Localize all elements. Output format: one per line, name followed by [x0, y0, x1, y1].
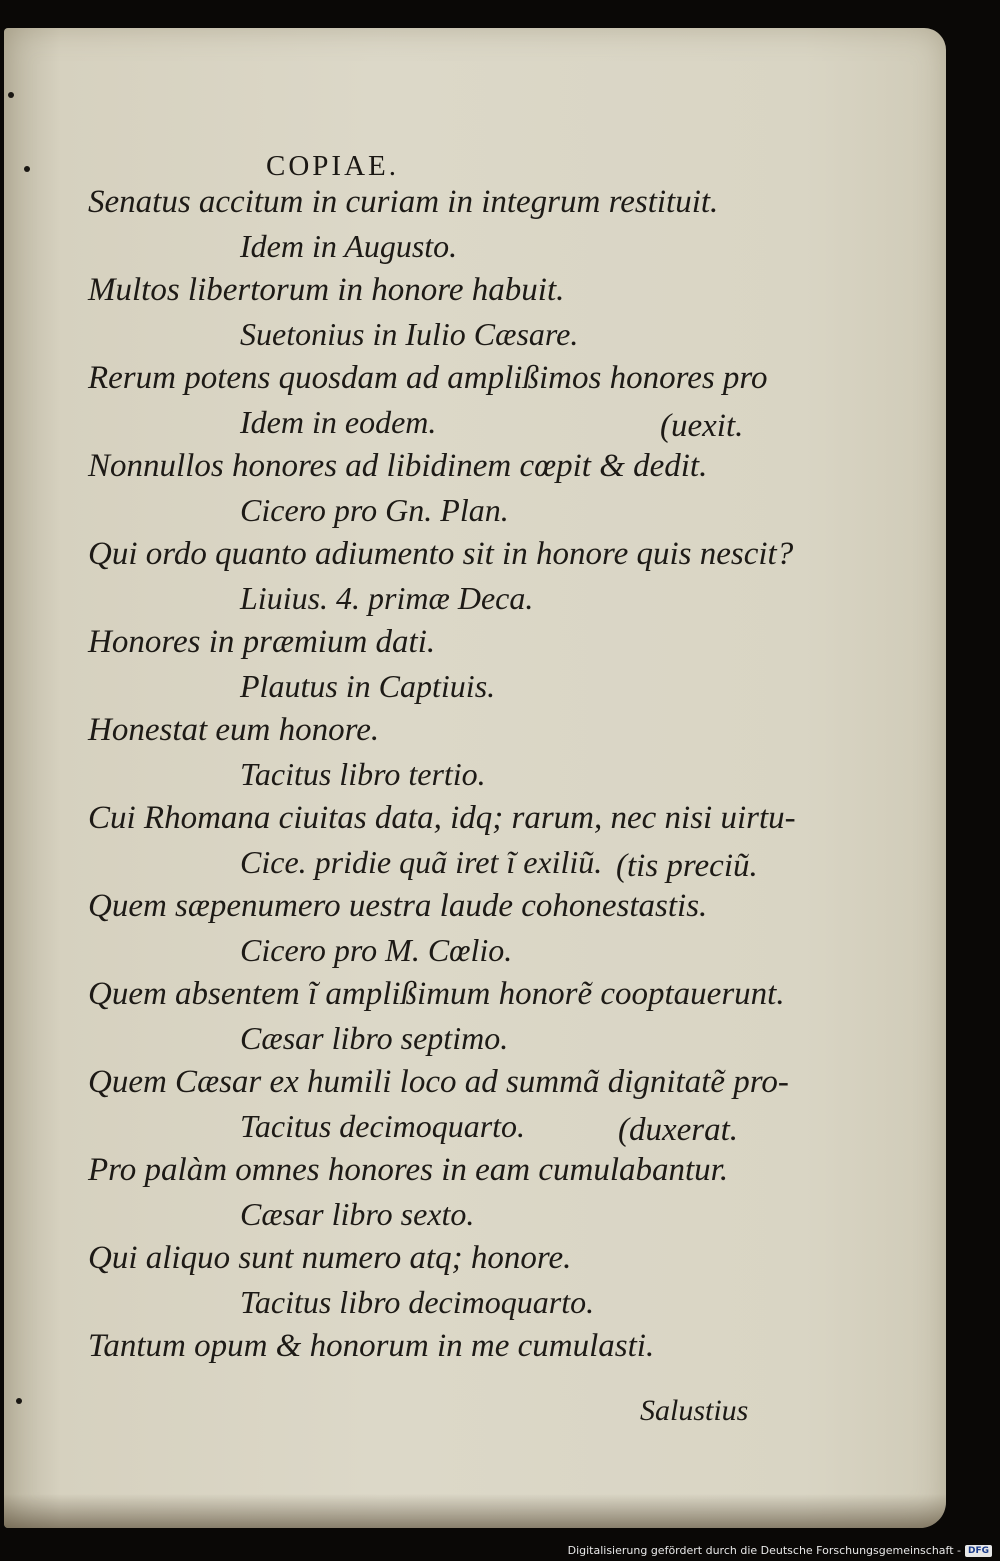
text-line: Qui ordo quanto adiumento sit in honore quis nescit?: [88, 536, 794, 572]
citation-line: Cicero pro Gn. Plan.: [240, 492, 509, 528]
citation-line: Cicero pro M. Cœlio.: [240, 932, 513, 968]
citation-line: Liuius. 4. primæ Deca.: [240, 580, 534, 616]
margin-mark: [8, 92, 14, 98]
text-line: Multos libertorum in honore habuit.: [88, 272, 565, 308]
citation-line: Plautus in Captiuis.: [240, 668, 496, 704]
margin-mark: [24, 166, 30, 172]
text-line: Quem absentem ĩ amplißimum honorẽ cooptauerunt.: [88, 976, 785, 1012]
citation-line: Tacitus libro decimoquarto.: [240, 1284, 595, 1320]
text-line: Honestat eum honore.: [88, 712, 380, 748]
citation-line: Cice. pridie quã iret ĩ exiliũ.: [240, 844, 603, 880]
dfg-logo: DFG: [965, 1545, 992, 1557]
book-page: [4, 28, 946, 1528]
running-head: COPIAE.: [266, 150, 399, 182]
citation-line: Idem in eodem.: [240, 404, 437, 440]
citation-line: Idem in Augusto.: [240, 228, 458, 264]
digitization-credit: [568, 1544, 992, 1557]
catchword: Salustius: [640, 1394, 749, 1427]
text-line: Senatus accitum in curiam in integrum restituit.: [88, 184, 719, 220]
credit-text: Digitalisierung gefördert durch die Deutsche Forschungsgemeinschaft -: [567, 1544, 961, 1557]
text-line: Nonnullos honores ad libidinem cœpit & dedit.: [88, 448, 708, 484]
text-line: Cui Rhomana ciuitas data, idq; rarum, nec nisi uirtu-: [88, 800, 796, 836]
turnover-line: (uexit.: [660, 408, 744, 444]
text-line: Tantum opum & honorum in me cumulasti.: [88, 1328, 655, 1364]
citation-line: Tacitus libro tertio.: [240, 756, 486, 792]
citation-line: Tacitus decimoquarto.: [240, 1108, 526, 1144]
text-line: Quem Cæsar ex humili loco ad summã dignitatẽ pro-: [88, 1064, 789, 1100]
turnover-line: (duxerat.: [618, 1112, 739, 1148]
text-line: Rerum potens quosdam ad amplißimos honores pro: [88, 360, 768, 396]
citation-line: Cæsar libro septimo.: [240, 1020, 509, 1056]
text-line: Quem sæpenumero uestra laude cohonestastis.: [88, 888, 708, 924]
citation-line: Cæsar libro sexto.: [240, 1196, 475, 1232]
margin-mark: [16, 1398, 22, 1404]
text-line: Pro palàm omnes honores in eam cumulabantur.: [88, 1152, 729, 1188]
text-line: Qui aliquo sunt numero atq; honore.: [88, 1240, 572, 1276]
citation-line: Suetonius in Iulio Cæsare.: [240, 316, 579, 352]
text-line: Honores in præmium dati.: [88, 624, 436, 660]
turnover-line: (tis preciũ.: [616, 848, 758, 884]
